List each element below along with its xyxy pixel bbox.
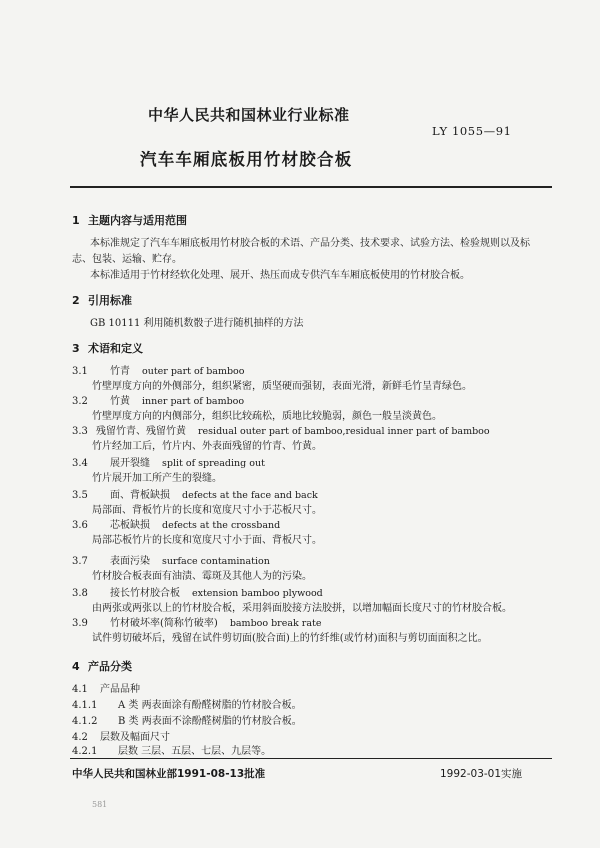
term-cn: 竹黄 (110, 396, 130, 407)
section-number: 4 (72, 660, 80, 673)
clause-number: 3.6 (72, 520, 88, 531)
standard-code: LY 1055—91 (432, 124, 512, 138)
section-4-heading (72, 658, 132, 674)
clause-text: 产品品种 (100, 684, 140, 695)
term-3-3 (72, 424, 490, 454)
clause-number: 3.4 (72, 458, 88, 469)
term-definition: 竹壁厚度方向的内侧部分，组织比较疏松，质地比较脆弱，颜色一般呈淡黄色。 (92, 411, 442, 422)
clause-number: 3.7 (72, 556, 88, 567)
term-definition: 竹材胶合板表面有油渍、霉斑及其他人为的污染。 (92, 571, 312, 582)
term-cn: 表面污染 (110, 556, 150, 567)
clause-number: 3.3 (72, 426, 88, 437)
section-title: 主题内容与适用范围 (88, 214, 187, 227)
clause-number: 3.5 (72, 490, 88, 501)
term-en: residual outer part of bamboo,residual inner part of bamboo (198, 426, 490, 437)
clause-number: 4.2 (72, 732, 88, 743)
term-en: split of spreading out (162, 458, 265, 469)
term-3-7 (72, 554, 312, 584)
section-title: 引用标准 (88, 294, 132, 307)
term-3-6 (72, 518, 322, 548)
term-en: inner part of bamboo (142, 396, 245, 407)
clause-text: A 类 两表面涂有酚醛树脂的竹材胶合板。 (118, 700, 302, 711)
effective-date: 1992-03-01实施 (440, 768, 523, 780)
clause-number: 4.2.1 (72, 746, 98, 757)
scope-paragraph-2: 本标准适用于竹材经软化处理、展开、热压而成专供汽车车厢底板使用的竹材胶合板。 (90, 270, 470, 281)
term-en: defects at the crossband (162, 520, 281, 531)
term-en: bamboo break rate (229, 618, 322, 629)
term-definition: 局部芯板竹片的长度和宽度尺寸小于面、背板尺寸。 (92, 535, 322, 546)
term-3-9 (72, 616, 488, 646)
section-title: 产品分类 (88, 660, 132, 673)
term-en: outer part of bamboo (142, 366, 245, 377)
term-definition: 局部面、背板竹片的长度和宽度尺寸小于芯板尺寸。 (92, 505, 322, 516)
term-cn: 展开裂缝 (110, 458, 150, 469)
section-title: 术语和定义 (88, 342, 143, 355)
footer-rule (70, 758, 552, 759)
term-en: extension bamboo plywood (192, 588, 323, 599)
header-rule (70, 186, 552, 188)
clause-number: 3.1 (72, 366, 88, 377)
scope-paragraph-1-line-2: 志、包装、运输、贮存。 (72, 254, 182, 265)
page-number: 581 (92, 800, 108, 809)
term-cn: 竹青 (110, 366, 130, 377)
section-1-heading (72, 212, 187, 228)
section-number: 2 (72, 294, 80, 307)
clause-text: B 类 两表面不涂酚醛树脂的竹材胶合板。 (118, 716, 302, 727)
term-3-5 (72, 488, 322, 518)
clause-number: 4.1.2 (72, 716, 98, 727)
clause-number: 3.9 (72, 618, 88, 629)
term-en: defects at the face and back (182, 490, 318, 501)
clause-4-1 (72, 682, 140, 697)
approval-line: 中华人民共和国林业部1991-08-13批准 (72, 768, 266, 780)
clause-number: 4.1.1 (72, 700, 98, 711)
section-2-heading (72, 292, 132, 308)
term-cn: 竹材破坏率(简称竹破率) (110, 618, 218, 629)
clause-4-1-2 (72, 714, 302, 729)
clause-number: 3.8 (72, 588, 88, 599)
term-3-2 (72, 394, 442, 424)
term-3-1 (72, 364, 472, 394)
clause-text: 层数 三层、五层、七层、九层等。 (118, 746, 272, 757)
clause-4-2-1 (72, 744, 271, 759)
clause-number: 3.2 (72, 396, 88, 407)
scope-paragraph-1-line-1: 本标准规定了汽车车厢底板用竹材胶合板的术语、产品分类、技术要求、试验方法、检验规则以及标 (90, 238, 530, 249)
term-3-4 (72, 456, 265, 486)
clause-number: 4.1 (72, 684, 88, 695)
section-number: 1 (72, 214, 80, 227)
term-3-8 (72, 586, 512, 616)
term-cn: 残留竹青、残留竹黄 (96, 426, 186, 437)
clause-4-2 (72, 730, 170, 745)
term-definition: 竹片展开加工所产生的裂缝。 (92, 473, 222, 484)
term-cn: 面、背板缺损 (110, 490, 170, 501)
term-definition: 由两张或两张以上的竹材胶合板，采用斜面胶接方法胶拼，以增加幅面长度尺寸的竹材胶合板。 (92, 603, 512, 614)
section-3-heading (72, 340, 143, 356)
term-cn: 芯板缺损 (110, 520, 150, 531)
term-definition: 试件剪切破坏后，残留在试件剪切面(胶合面)上的竹纤维(或竹材)面积与剪切面面积之比。 (92, 633, 488, 644)
term-en: surface contamination (162, 556, 270, 567)
issuing-organization: 中华人民共和国林业行业标准 (148, 106, 350, 124)
term-definition: 竹壁厚度方向的外侧部分，组织紧密，质坚硬而强韧，表面光滑，新鲜毛竹呈青绿色。 (92, 381, 472, 392)
term-definition: 竹片经加工后，竹片内、外表面残留的竹青、竹黄。 (92, 441, 322, 452)
term-cn: 接长竹材胶合板 (110, 588, 180, 599)
clause-4-1-1 (72, 698, 302, 713)
section-number: 3 (72, 342, 80, 355)
reference-entry: GB 10111 利用随机数骰子进行随机抽样的方法 (90, 318, 304, 329)
clause-text: 层数及幅面尺寸 (100, 732, 170, 743)
document-title: 汽车车厢底板用竹材胶合板 (140, 150, 353, 169)
